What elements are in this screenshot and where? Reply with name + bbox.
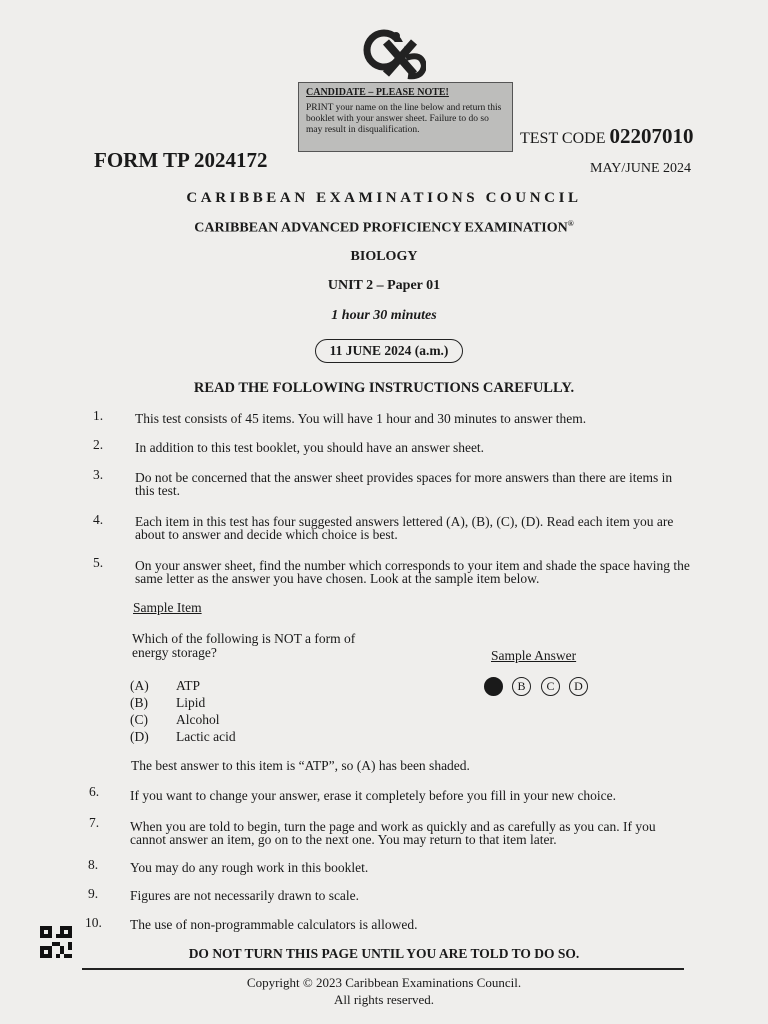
sample-answer-label: Sample Answer — [491, 648, 577, 663]
duration: 1 hour 30 minutes — [331, 308, 437, 323]
unit-paper: UNIT 2 – Paper 01 — [327, 278, 441, 293]
sample-question: Which of the following is NOT a form of energy storage? — [132, 631, 356, 660]
candidate-notice-box — [298, 82, 513, 152]
sample-option — [130, 677, 236, 694]
instruction-number: 9. — [88, 886, 99, 901]
instruction-text: You may do any rough work in this booklet. — [130, 860, 369, 875]
instruction-number: 4. — [93, 512, 104, 527]
answer-bubble-a-filled — [484, 677, 503, 696]
sample-item-label: Sample Item — [133, 600, 202, 615]
registered-mark: ® — [567, 219, 574, 228]
instruction-number: 8. — [88, 857, 99, 872]
answer-bubble-b: B — [512, 677, 531, 696]
copyright: Copyright © 2023 Caribbean Examinations Council. — [246, 975, 522, 990]
option-text: Alcohol — [176, 712, 220, 727]
instruction-number: 3. — [93, 467, 104, 482]
instruction-text: If you want to change your answer, erase it completely before you fill in your new choice. — [130, 788, 617, 803]
subject: BIOLOGY — [350, 249, 418, 264]
test-code-value: 02207010 — [609, 124, 694, 148]
exam-name: CARIBBEAN ADVANCED PROFICIENCY EXAMINATION — [194, 220, 568, 236]
option-letter: (C) — [130, 712, 148, 727]
instruction-text: Each item in this test has four suggested answers lettered (A), (B), (C), (D). Read each item you are about to answer and decide which choice is best. — [135, 514, 674, 542]
instruction-text: Figures are not necessarily drawn to scale. — [130, 888, 360, 903]
option-text: Lipid — [176, 695, 206, 710]
test-code-label: TEST CODE — [520, 130, 606, 147]
notice-heading: CANDIDATE – PLEASE NOTE! — [306, 87, 449, 98]
instruction-number: 10. — [85, 915, 102, 930]
instruction-text: On your answer sheet, find the number which corresponds to your item and shade the space having the same letter as the answer you have chosen. Look at the sample item below. — [135, 558, 690, 586]
instruction-number: 7. — [89, 815, 100, 830]
instruction-text: Do not be concerned that the answer sheet provides spaces for more answers than there are items in this test. — [135, 470, 673, 498]
instructions-heading: READ THE FOLLOWING INSTRUCTIONS CAREFULLY. — [193, 380, 575, 396]
council-title: CARIBBEAN EXAMINATIONS COUNCIL — [186, 190, 582, 206]
sample-option — [130, 694, 236, 711]
form-number: FORM TP 2024172 — [94, 148, 268, 172]
instruction-number: 2. — [93, 437, 104, 452]
exam-title — [0, 219, 768, 237]
option-letter: (D) — [130, 729, 149, 744]
notice-body: PRINT your name on the line below and return this booklet with your answer sheet. Failure to do so may result in disqualification. — [306, 103, 502, 135]
do-not-turn-warning: DO NOT TURN THIS PAGE UNTIL YOU ARE TOLD TO DO SO. — [188, 946, 580, 961]
session: MAY/JUNE 2024 — [590, 161, 691, 176]
exam-date: 11 JUNE 2024 (a.m.) — [315, 339, 463, 363]
sample-option — [130, 728, 236, 745]
option-text: Lactic acid — [176, 729, 236, 744]
rights-reserved: All rights reserved. — [333, 992, 434, 1007]
instruction-number: 6. — [89, 784, 100, 799]
answer-bubble-d: D — [569, 677, 588, 696]
instruction-text: The use of non-programmable calculators is allowed. — [130, 917, 418, 932]
instruction-number: 1. — [93, 408, 104, 423]
divider — [82, 968, 684, 970]
option-text: ATP — [176, 678, 201, 693]
sample-option — [130, 711, 236, 728]
answer-bubble-c: C — [541, 677, 560, 696]
instruction-text: When you are told to begin, turn the page and work as quickly and as carefully as you can. If you cannot answer an item, go on to the next one. You may return to that item later. — [130, 819, 656, 847]
option-letter: (A) — [130, 678, 149, 693]
cxc-logo — [362, 28, 426, 80]
sample-options — [130, 677, 236, 745]
instruction-text: This test consists of 45 items. You will have 1 hour and 30 minutes to answer them. — [135, 411, 587, 426]
option-letter: (B) — [130, 695, 148, 710]
sample-explanation: The best answer to this item is “ATP”, so (A) has been shaded. — [131, 758, 470, 773]
instruction-number: 5. — [93, 555, 104, 570]
instruction-text: In addition to this test booklet, you should have an answer sheet. — [135, 440, 485, 455]
test-code — [520, 124, 693, 149]
